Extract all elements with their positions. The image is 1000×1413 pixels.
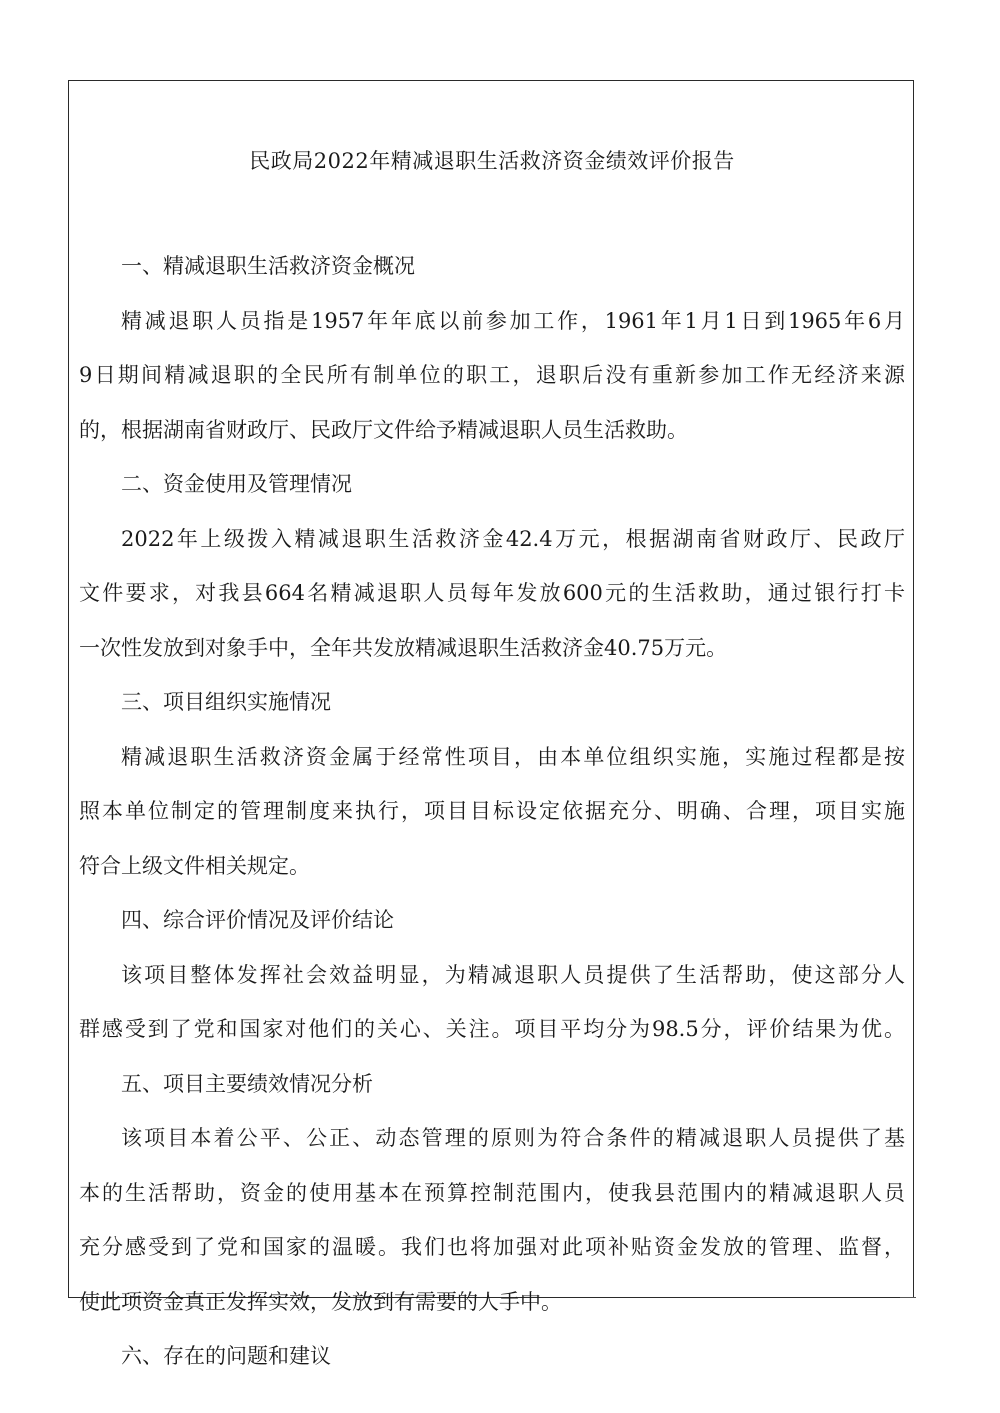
paragraph-line: 照本单位制定的管理制度来执行，项目目标设定依据充分、明确、合理，项目实施: [79, 799, 905, 823]
paragraph-line: 一次性发放到对象手中，全年共发放精减退职生活救济金40.75万元。: [79, 635, 728, 660]
paragraph-line: 使此项资金真正发挥实效，发放到有需要的人手中。: [79, 1289, 562, 1314]
paragraph-line: 该项目整体发挥社会效益明显，为精减退职人员提供了生活帮助，使这部分人: [121, 962, 905, 987]
section-heading-3: 三、项目组织实施情况: [121, 690, 331, 714]
section-heading-5: 五、项目主要绩效情况分析: [121, 1071, 373, 1096]
paragraph-line: 的，根据湖南省财政厅、民政厅文件给予精减退职人员生活救助。: [79, 417, 688, 442]
document-title: 民政局2022年精减退职生活救济资金绩效评价报告: [249, 149, 735, 173]
frame-edge-line: [900, 1297, 916, 1298]
section-heading-6: 六、存在的问题和建议: [121, 1344, 331, 1368]
paragraph-line: 群感受到了党和国家对他们的关心、关注。项目平均分为98.5分，评价结果为优。: [79, 1017, 905, 1041]
paragraph-line: 2022年上级拨入精减退职生活救济金42.4万元，根据湖南省财政厅、民政厅: [121, 526, 905, 551]
section-heading-2: 二、资金使用及管理情况: [121, 472, 352, 496]
paragraph-line: 本的生活帮助，资金的使用基本在预算控制范围内，使我县范围内的精减退职人员: [79, 1180, 905, 1205]
section-heading-1: 一、精减退职生活救济资金概况: [121, 254, 415, 278]
section-heading-4: 四、综合评价情况及评价结论: [121, 908, 394, 932]
paragraph-line: 文件要求，对我县664名精减退职人员每年发放600元的生活救助，通过银行打卡: [79, 581, 905, 605]
paragraph-line: 精减退职生活救济资金属于经常性项目，由本单位组织实施，实施过程都是按: [121, 744, 905, 769]
document-frame: [68, 80, 914, 1368]
paragraph-line: 符合上级文件相关规定。: [79, 853, 310, 878]
document-body: [79, 239, 905, 1384]
paragraph-line: 精减退职人员指是1957年年底以前参加工作，1961年1月1日到1965年6月: [121, 308, 905, 333]
paragraph-line: 该项目本着公平、公正、动态管理的原则为符合条件的精减退职人员提供了基: [121, 1126, 905, 1150]
paragraph-line: 9日期间精减退职的全民所有制单位的职工，退职后没有重新参加工作无经济来源: [79, 363, 905, 387]
paragraph-line: 充分感受到了党和国家的温暖。我们也将加强对此项补贴资金发放的管理、监督，: [79, 1235, 905, 1259]
